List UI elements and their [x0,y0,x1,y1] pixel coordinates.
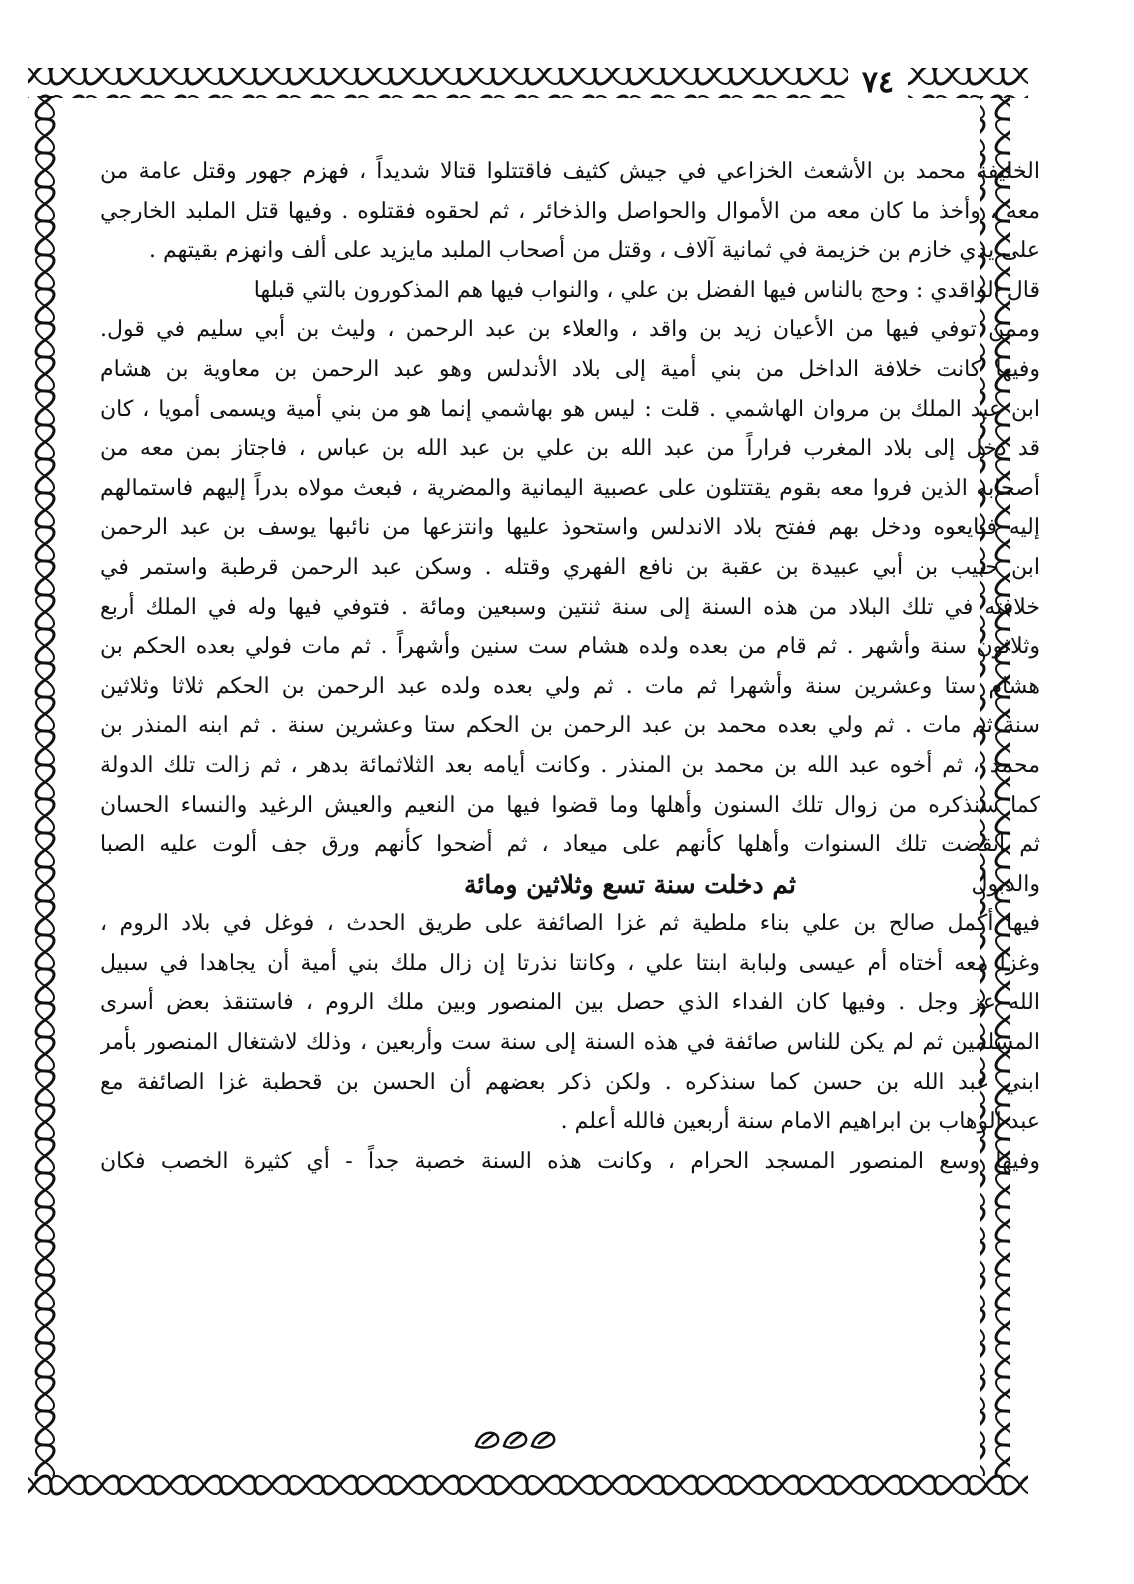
text-line: الخليفة محمد بن الأشعث الخزاعي في جيش كثيف فاقتتلوا قتالا شديداً ، فهزم جهور وقتل عامة من [100,159,1040,184]
text-line: المسلمين ثم لم يكن للناس صائفة في هذه السنة إلى سنة ست وأربعين ، وذلك لاشتغال المنصور بأمر [100,1030,1040,1056]
text-line: سنة ثم مات . ثم ولي بعده محمد بن عبد الرحمن بن الحكم ستا وعشرين سنة . ثم ابنه المنذر بن [100,713,1040,739]
text-line: على يدي خازم بن خزيمة في ثمانية آلاف ، وقتل من أصحاب الملبد مايزيد على ألف وانهزم بقيتهم . [148,238,1040,264]
paragraph-andalus [100,271,1040,905]
paragraph-events [100,152,1040,271]
text-line: وغزا معه أختاه أم عيسى ولبابة ابنتا علي ، وكانتا نذرتا إن زال ملك بني أمية أن يجاهدا في سبيل [100,950,1040,976]
heading-row [100,865,1040,905]
text-line: قال الواقدي : وحج بالناس فيها الفضل بن علي ، والنواب فيها هم المذكورون بالتي قبلها [253,277,1040,303]
text-line: عبد الوهاب بن ابراهيم الامام سنة أربعين فالله أعلم . [560,1109,1040,1135]
text-line: ابن عبد الملك بن مروان الهاشمي . قلت : ليس هو بهاشمي إنما هو من بني أمية ويسمى أمويا ، كان [100,396,1040,422]
year-heading: ثم دخلت سنة تسع وثلاثين ومائة [464,869,796,899]
text-line: قد دخل إلى بلاد المغرب فراراً من عبد الله بن علي بن عبد الله بن عباس ، فاجتاز بمن معه من [100,436,1040,462]
text-line: وفيها كانت خلافة الداخل من بني أمية إلى بلاد الأندلس وهو عبد الرحمن بن معاوية بن هشام [100,356,1040,382]
text-line: معه ، وأخذ ما كان معه من الأموال والحواصل والذخائر ، ثم لحقوه فقتلوه . وفيها قتل الملبد الخارجي [100,198,1040,224]
main-text [100,152,1040,1181]
text-line: خلافته في تلك البلاد من هذه السنة إلى سنة ثنتين وسبعين ومائة . فتوفي فيها وله في الملك أربع [100,594,1040,620]
text-line: وممن توفي فيها من الأعيان زيد بن واقد ، والعلاء بن عبد الرحمن ، وليث بن أبي سليم في قول. [100,317,1040,343]
text-line: إليه فبايعوه ودخل بهم ففتح بلاد الاندلس واستحوذ عليها وانتزعها من نائبها يوسف بن عبد الرحمن [100,515,1040,541]
text-line: فيها أكمل صالح بن علي بناء ملطية ثم غزا الصائفة على طريق الحدث ، فوغل في بلاد الروم ، [100,911,1040,937]
text-line-tail: والدبول [971,871,1040,897]
text-line: وثلاثون سنة وأشهر . ثم قام من بعده ولده هشام ست سنين وأشهراً . ثم مات فولي بعده الحكم بن [100,634,1040,660]
text-line: وفيها وسع المنصور المسجد الحرام ، وكانت هذه السنة خصبة جداً - أي كثيرة الخصب فكان [100,1148,1040,1174]
text-line: الله عز وجل . وفيها كان الفداء الذي حصل بين المنصور وبين ملك الروم ، فاستنقذ بعض أسرى [100,990,1040,1016]
text-line: ابني عبد الله بن حسن كما سنذكره . ولكن ذكر بعضهم أن الحسن بن قحطبة غزا الصائفة مع [100,1069,1040,1095]
page-number: ٧٤ [848,68,908,98]
section-ornament-icon [470,1426,560,1452]
text-line: كما سنذكره من زوال تلك السنون وأهلها وما قضوا فيها من النعيم والعيش الرغيد والنساء الحسان [100,792,1040,818]
text-line: محمد ، ثم أخوه عبد الله بن محمد بن المنذر . وكانت أيامه بعد الثلاثمائة بدهر ، ثم زالت تلك الدولة [100,752,1040,778]
paragraph-mosque [100,1142,1040,1182]
text-line: أصحابه الذين فروا معه بقوم يقتتلون على عصبية اليمانية والمضرية ، فبعث مولاه بدراً إليهم فاستمالهم [100,475,1040,501]
paragraph-year-139 [100,904,1040,1142]
text-line: ابن حبيب بن أبي عبيدة بن عقبة بن نافع الفهري وقتله . وسكن عبد الرحمن قرطبة واستمر في [100,554,1040,580]
text-line: هشام ستا وعشرين سنة وأشهرا ثم مات . ثم ولي بعده ولده عبد الرحمن بن الحكم ثلاثا وثلاثين [100,673,1040,699]
text-line: ثم انقضت تلك السنوات وأهلها كأنهم على ميعاد ، ثم أضحوا كأنهم ورق جف ألوت عليه الصبا [100,832,1040,858]
